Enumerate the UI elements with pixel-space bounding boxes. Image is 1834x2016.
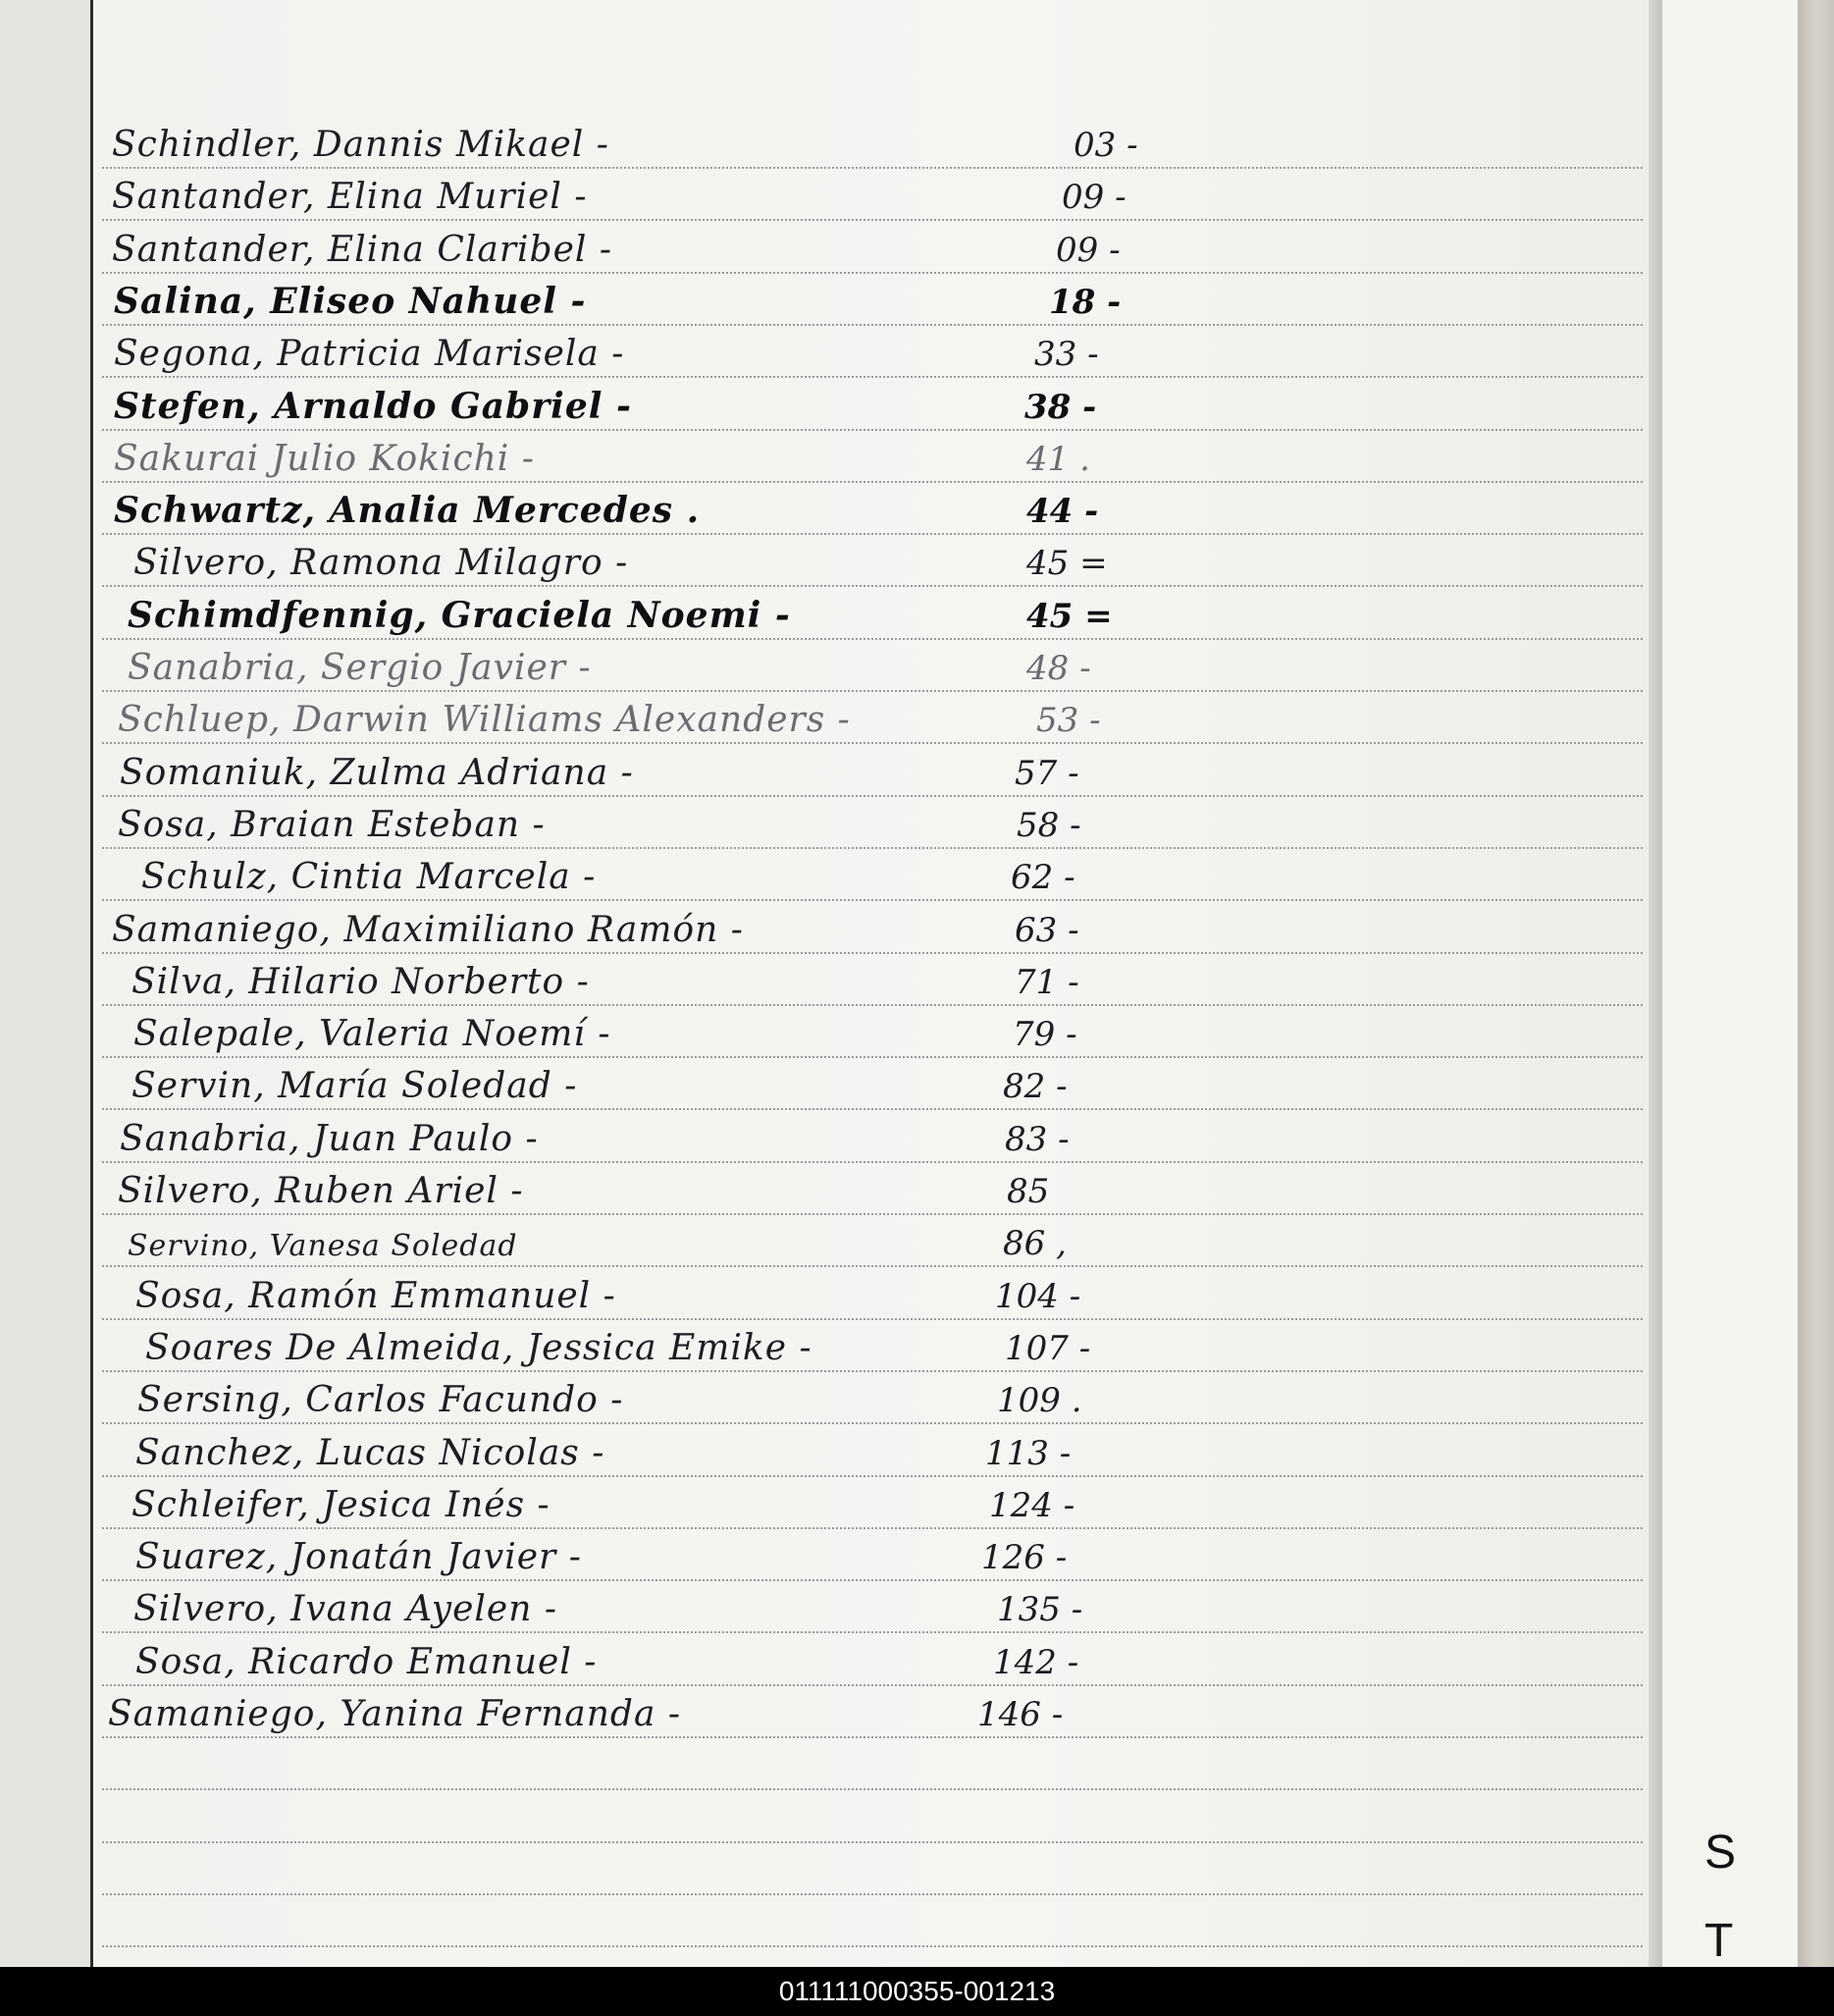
entry-page-number: 113 - — [985, 1434, 1072, 1473]
index-entry — [102, 1061, 1643, 1108]
entry-name: Salepale, Valeria Noemí - — [133, 1014, 611, 1054]
entry-name: Sanabria, Sergio Javier - — [128, 648, 592, 688]
outer-page-edges — [1798, 0, 1834, 1967]
entry-page-number: 71 - — [1015, 963, 1079, 1002]
entry-page-number: 45 = — [1026, 597, 1113, 636]
entry-name: Sanabria, Juan Paulo - — [120, 1119, 539, 1159]
entry-page-number: 109 . — [997, 1381, 1082, 1420]
entry-page-number: 142 - — [993, 1643, 1079, 1682]
index-entry — [102, 172, 1643, 219]
entry-name: Sosa, Ramón Emmanuel - — [135, 1276, 616, 1316]
entry-page-number: 33 - — [1034, 335, 1099, 374]
entry-name: Soares De Almeida, Jessica Emike - — [145, 1328, 812, 1368]
entry-name: Suarez, Jonatán Javier - — [135, 1537, 582, 1577]
index-entry — [102, 120, 1643, 167]
entry-page-number: 09 - — [1062, 178, 1127, 217]
entry-name: Schluep, Darwin Williams Alexanders - — [118, 700, 851, 740]
index-entry — [102, 591, 1643, 638]
entry-page-number: 107 - — [1005, 1329, 1091, 1368]
entry-page-number: 18 - — [1049, 283, 1122, 322]
entry-page-number: 79 - — [1013, 1015, 1077, 1054]
scan-footer-code: 011111000355-001213 — [0, 1967, 1834, 2016]
index-tab-strip — [1662, 0, 1798, 1967]
index-entry — [102, 277, 1643, 324]
entry-name: Segona, Patricia Marisela - — [114, 334, 625, 374]
entry-name: Schindler, Dannis Mikael - — [112, 125, 609, 165]
entry-name: Schimdfennig, Graciela Noemi - — [128, 595, 791, 636]
entry-name: Silvero, Ramona Milagro - — [133, 543, 629, 583]
entry-page-number: 38 - — [1024, 388, 1097, 427]
entry-name: Silvero, Ivana Ayelen - — [133, 1589, 558, 1629]
entry-page-number: 146 - — [977, 1695, 1064, 1734]
entry-page-number: 45 = — [1026, 544, 1108, 583]
entry-name: Stefen, Arnaldo Gabriel - — [114, 386, 632, 427]
entry-page-number: 53 - — [1036, 701, 1101, 740]
entry-name: Santander, Elina Claribel - — [112, 230, 613, 270]
entry-name: Salina, Eliseo Nahuel - — [114, 281, 587, 322]
entry-page-number: 104 - — [995, 1277, 1081, 1316]
index-entry — [102, 1323, 1643, 1370]
entry-name: Schwartz, Analia Mercedes . — [114, 490, 701, 531]
index-entry — [102, 382, 1643, 429]
entry-name: Sakurai Julio Kokichi - — [114, 439, 535, 479]
entry-name: Sanchez, Lucas Nicolas - — [135, 1433, 605, 1473]
entry-page-number: 62 - — [1011, 858, 1075, 897]
entry-page-number: 83 - — [1005, 1120, 1070, 1159]
index-entry — [102, 486, 1643, 533]
index-entry — [102, 1689, 1643, 1736]
entry-name: Samaniego, Yanina Fernanda - — [108, 1694, 682, 1734]
index-tab-letter-s[interactable]: S — [1704, 1827, 1737, 1879]
page-edge — [1649, 0, 1662, 1967]
entry-page-number: 63 - — [1015, 911, 1079, 950]
index-entry — [102, 695, 1643, 742]
index-entry — [102, 1637, 1643, 1684]
entry-name: Somaniuk, Zulma Adriana - — [120, 753, 634, 793]
entry-page-number: 58 - — [1017, 806, 1081, 845]
entry-name: Sersing, Carlos Facundo - — [137, 1380, 624, 1420]
entry-name: Schleifer, Jesica Inés - — [131, 1485, 550, 1525]
entry-page-number: 44 - — [1026, 492, 1099, 531]
index-entry — [102, 1218, 1643, 1265]
index-entry — [102, 1532, 1643, 1579]
index-entry — [102, 1114, 1643, 1161]
index-entry — [102, 1480, 1643, 1527]
entry-name: Silvero, Ruben Ariel - — [118, 1171, 524, 1211]
entry-page-number: 48 - — [1026, 649, 1091, 688]
index-entry — [102, 1271, 1643, 1318]
index-entry — [102, 800, 1643, 847]
entry-name: Sosa, Braian Esteban - — [118, 805, 546, 845]
index-entry — [102, 852, 1643, 899]
entry-page-number: 86 , — [1003, 1224, 1067, 1263]
entry-name: Santander, Elina Muriel - — [112, 177, 588, 217]
entry-name: Sosa, Ricardo Emanuel - — [135, 1642, 598, 1682]
entry-page-number: 82 - — [1003, 1067, 1068, 1106]
index-tab-letter-t[interactable]: T — [1704, 1915, 1734, 1967]
entry-name: Silva, Hilario Norberto - — [131, 962, 590, 1002]
entry-name: Servin, María Soledad - — [131, 1066, 578, 1106]
index-entry — [102, 1428, 1643, 1475]
index-entry — [102, 748, 1643, 795]
index-entry — [102, 329, 1643, 376]
entry-page-number: 124 - — [989, 1486, 1075, 1525]
entry-page-number: 135 - — [997, 1590, 1083, 1629]
left-margin — [0, 0, 90, 1967]
entry-name: Samaniego, Maximiliano Ramón - — [112, 910, 744, 950]
index-entry — [102, 905, 1643, 952]
entry-name: Servino, Vanesa Soledad — [128, 1229, 518, 1263]
index-entry — [102, 643, 1643, 690]
index-entry — [102, 957, 1643, 1004]
index-entry — [102, 538, 1643, 585]
entry-page-number: 85 — [1007, 1172, 1050, 1211]
entry-name: Schulz, Cintia Marcela - — [141, 857, 597, 897]
entry-page-number: 57 - — [1015, 754, 1079, 793]
index-entry — [102, 1375, 1643, 1422]
entry-page-number: 126 - — [981, 1538, 1068, 1577]
index-entry — [102, 1166, 1643, 1213]
index-entry — [102, 1584, 1643, 1631]
entry-page-number: 09 - — [1056, 231, 1121, 270]
index-entry — [102, 1009, 1643, 1056]
index-entry — [102, 225, 1643, 272]
entry-page-number: 03 - — [1074, 126, 1138, 165]
name-index-list — [102, 0, 1643, 1967]
index-entry — [102, 434, 1643, 481]
entry-page-number: 41 . — [1026, 440, 1090, 479]
